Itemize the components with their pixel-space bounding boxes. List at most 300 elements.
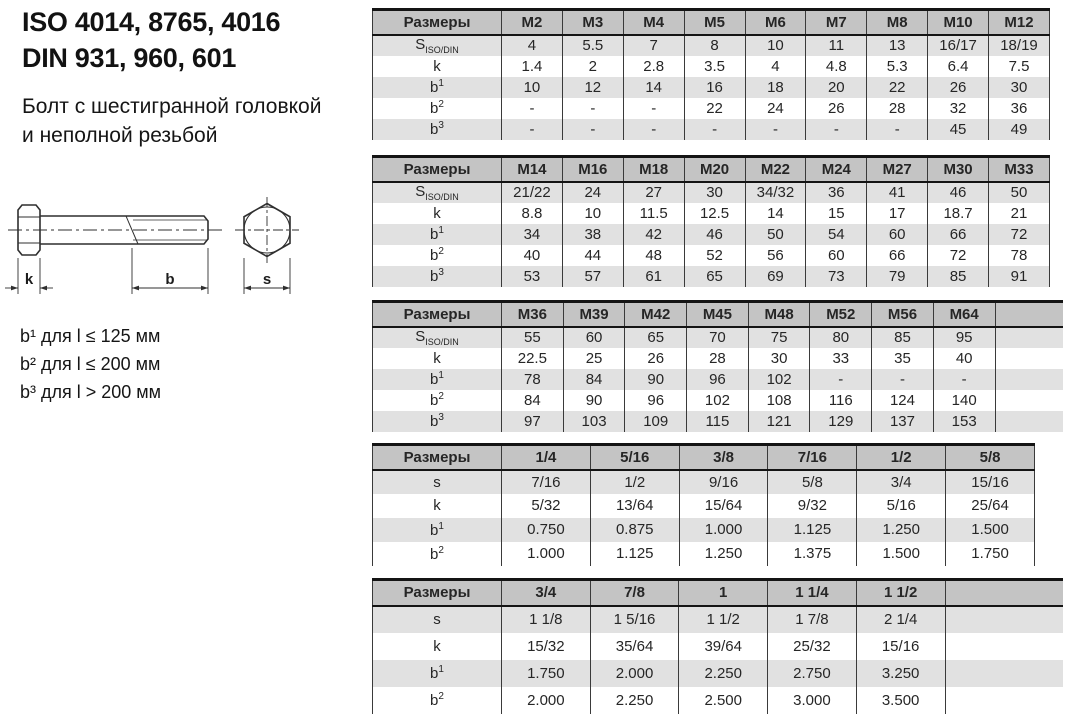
dimension-value: 2 bbox=[562, 56, 623, 77]
dimension-value: 34 bbox=[502, 224, 563, 245]
table-header-row bbox=[373, 302, 1064, 327]
dimension-value: 22 bbox=[867, 77, 928, 98]
dimension-value: 46 bbox=[684, 224, 745, 245]
dimension-value: 3.000 bbox=[768, 687, 857, 714]
table-row bbox=[373, 224, 1050, 245]
dimension-value: 84 bbox=[563, 369, 625, 390]
dimension-value: 90 bbox=[625, 369, 687, 390]
dimension-value: 3.5 bbox=[684, 56, 745, 77]
dimension-value: 2.000 bbox=[502, 687, 591, 714]
dimension-value: 60 bbox=[563, 327, 625, 348]
dimension-value: 121 bbox=[748, 411, 810, 432]
size-column-header: M10 bbox=[928, 10, 989, 35]
empty-cell bbox=[995, 369, 1063, 390]
dimension-value: 1.250 bbox=[857, 518, 946, 542]
dimension-value: 1 5/16 bbox=[590, 606, 679, 633]
table-row bbox=[373, 390, 1064, 411]
dimension-value: - bbox=[745, 119, 806, 140]
dimension-value: 10 bbox=[502, 77, 563, 98]
dimension-value: 4 bbox=[502, 35, 563, 56]
dimension-value: 2.000 bbox=[590, 660, 679, 687]
dimension-value: 69 bbox=[745, 266, 806, 287]
dimension-value: 14 bbox=[745, 203, 806, 224]
dim-label-k: k bbox=[24, 271, 34, 288]
size-column-header: M22 bbox=[745, 157, 806, 182]
dimension-value: 11.5 bbox=[623, 203, 684, 224]
dimension-value: 1.000 bbox=[679, 518, 768, 542]
table-row bbox=[373, 687, 1064, 714]
dimension-value: 3/4 bbox=[857, 470, 946, 494]
size-column-header: M7 bbox=[806, 10, 867, 35]
dimension-value: 57 bbox=[562, 266, 623, 287]
row-label: $b^2$ bbox=[373, 687, 502, 714]
row-label: $b^2$ bbox=[373, 390, 502, 411]
table-row bbox=[373, 606, 1064, 633]
empty-header-cell bbox=[945, 580, 1063, 606]
dimension-value: 18/19 bbox=[989, 35, 1050, 56]
dimension-value: 30 bbox=[748, 348, 810, 369]
dimension-value: 2 1/4 bbox=[856, 606, 945, 633]
dimension-value: 39/64 bbox=[679, 633, 768, 660]
dimension-value: 9/32 bbox=[768, 494, 857, 518]
dimension-value: 13/64 bbox=[590, 494, 679, 518]
dimension-value: - bbox=[872, 369, 934, 390]
size-column-header: M12 bbox=[989, 10, 1050, 35]
dimension-value: 22 bbox=[684, 98, 745, 119]
dimension-value: 102 bbox=[687, 390, 749, 411]
table-header-row bbox=[373, 10, 1050, 35]
dimension-value: 7.5 bbox=[989, 56, 1050, 77]
dimension-value: 109 bbox=[625, 411, 687, 432]
dimension-value: 26 bbox=[625, 348, 687, 369]
dimension-value: 72 bbox=[989, 224, 1050, 245]
size-column-header: 3/8 bbox=[679, 445, 768, 470]
dimension-value: 66 bbox=[928, 224, 989, 245]
row-label: $b^1$ bbox=[373, 660, 502, 687]
dimension-value: 0.750 bbox=[502, 518, 591, 542]
empty-cell bbox=[945, 633, 1063, 660]
size-column-header: M18 bbox=[623, 157, 684, 182]
table-corner-header: Размеры bbox=[373, 10, 502, 35]
dimension-value: 25/64 bbox=[946, 494, 1035, 518]
row-label: $b^1$ bbox=[373, 518, 502, 542]
dimension-value: 1.000 bbox=[502, 542, 591, 566]
dimension-value: 53 bbox=[502, 266, 563, 287]
dimension-value: 97 bbox=[502, 411, 564, 432]
size-column-header: M14 bbox=[502, 157, 563, 182]
dimension-value: 45 bbox=[928, 119, 989, 140]
size-column-header: 5/8 bbox=[946, 445, 1035, 470]
dimension-value: 50 bbox=[745, 224, 806, 245]
table-header-row bbox=[373, 157, 1050, 182]
dimension-value: 28 bbox=[687, 348, 749, 369]
dimension-value: 26 bbox=[928, 77, 989, 98]
dimension-value: - bbox=[502, 98, 563, 119]
row-label: $b^2$ bbox=[373, 542, 502, 566]
subtitle-line: и неполной резьбой bbox=[22, 124, 218, 147]
empty-header-cell bbox=[995, 302, 1063, 327]
empty-cell bbox=[995, 327, 1063, 348]
dimension-value: 137 bbox=[872, 411, 934, 432]
dimension-value: 22.5 bbox=[502, 348, 564, 369]
dimension-value: 11 bbox=[806, 35, 867, 56]
dimension-value: 2.8 bbox=[623, 56, 684, 77]
dimension-value: 44 bbox=[562, 245, 623, 266]
dimension-value: 66 bbox=[867, 245, 928, 266]
size-column-header: 1 1/4 bbox=[768, 580, 857, 606]
row-label: k bbox=[373, 633, 502, 660]
table-row bbox=[373, 348, 1064, 369]
table-row bbox=[373, 98, 1050, 119]
size-column-header: M20 bbox=[684, 157, 745, 182]
dimension-value: 41 bbox=[867, 182, 928, 203]
table-row bbox=[373, 182, 1050, 203]
dimension-value: 18 bbox=[745, 77, 806, 98]
dimension-value: 102 bbox=[748, 369, 810, 390]
dimension-value: 17 bbox=[867, 203, 928, 224]
subtitle-line: Болт с шестигранной головкой bbox=[22, 95, 322, 118]
size-column-header: 1/4 bbox=[502, 445, 591, 470]
size-column-header: 7/16 bbox=[768, 445, 857, 470]
dimension-value: 1.750 bbox=[946, 542, 1035, 566]
dimension-table bbox=[372, 300, 1063, 432]
dimension-value: 25/32 bbox=[768, 633, 857, 660]
dimension-value: 91 bbox=[989, 266, 1050, 287]
dimension-table bbox=[372, 578, 1063, 714]
size-column-header: M24 bbox=[806, 157, 867, 182]
dimension-value: 6.4 bbox=[928, 56, 989, 77]
dimension-value: 60 bbox=[867, 224, 928, 245]
dimension-value: 30 bbox=[989, 77, 1050, 98]
dimension-value: 2.750 bbox=[768, 660, 857, 687]
arrowhead-icon bbox=[201, 286, 208, 291]
dimension-value: 1.250 bbox=[679, 542, 768, 566]
dimension-value: 25 bbox=[563, 348, 625, 369]
dimension-value: 15 bbox=[806, 203, 867, 224]
dimension-value: 75 bbox=[748, 327, 810, 348]
dimension-value: 5.3 bbox=[867, 56, 928, 77]
dimension-value: 1.4 bbox=[502, 56, 563, 77]
dimension-value: 73 bbox=[806, 266, 867, 287]
table-inch-quarter-to-5-8 bbox=[372, 443, 1035, 566]
dimension-value: 27 bbox=[623, 182, 684, 203]
dimension-value: 85 bbox=[928, 266, 989, 287]
dimension-table bbox=[372, 8, 1050, 140]
size-column-header: M36 bbox=[502, 302, 564, 327]
dimension-value: 40 bbox=[933, 348, 995, 369]
dimension-s bbox=[244, 258, 290, 294]
row-label: $b^2$ bbox=[373, 245, 502, 266]
size-column-header: M8 bbox=[867, 10, 928, 35]
row-label: $b^1$ bbox=[373, 77, 502, 98]
dimension-value: 16/17 bbox=[928, 35, 989, 56]
size-column-header: 1 bbox=[679, 580, 768, 606]
size-column-header: M3 bbox=[562, 10, 623, 35]
dimension-value: 60 bbox=[806, 245, 867, 266]
dimension-value: 14 bbox=[623, 77, 684, 98]
dimension-value: - bbox=[562, 119, 623, 140]
dimension-value: 2.250 bbox=[590, 687, 679, 714]
dimension-value: 24 bbox=[562, 182, 623, 203]
bolt-end-view bbox=[235, 197, 299, 294]
size-column-header: 7/8 bbox=[590, 580, 679, 606]
dimension-value: 7/16 bbox=[502, 470, 591, 494]
dimension-value: 13 bbox=[867, 35, 928, 56]
dimension-value: 4 bbox=[745, 56, 806, 77]
dimension-value: 3.250 bbox=[856, 660, 945, 687]
dimension-value: 5/32 bbox=[502, 494, 591, 518]
row-label: $S_{ISO/DIN}$ bbox=[373, 182, 502, 203]
table-corner-header: Размеры bbox=[373, 580, 502, 606]
empty-cell bbox=[995, 348, 1063, 369]
dimension-value: 115 bbox=[687, 411, 749, 432]
dimension-value: 4.8 bbox=[806, 56, 867, 77]
row-label: k bbox=[373, 494, 502, 518]
dimension-value: 12 bbox=[562, 77, 623, 98]
row-label: k bbox=[373, 348, 502, 369]
dimension-value: 36 bbox=[806, 182, 867, 203]
dimension-value: 1.500 bbox=[946, 518, 1035, 542]
dimension-value: 78 bbox=[502, 369, 564, 390]
row-label: $b^3$ bbox=[373, 411, 502, 432]
dimension-value: 18.7 bbox=[928, 203, 989, 224]
dimension-value: 0.875 bbox=[590, 518, 679, 542]
dimension-value: 8 bbox=[684, 35, 745, 56]
dimension-value: 65 bbox=[625, 327, 687, 348]
table-metric-m36-m64 bbox=[372, 300, 1063, 432]
size-column-header: M2 bbox=[502, 10, 563, 35]
row-label: $S_{ISO/DIN}$ bbox=[373, 327, 502, 348]
size-column-header: M56 bbox=[872, 302, 934, 327]
arrowhead-icon bbox=[40, 286, 47, 291]
table-inch-3-4-to-1-1-2 bbox=[372, 578, 1063, 714]
dimension-value: 79 bbox=[867, 266, 928, 287]
size-column-header: 1 1/2 bbox=[856, 580, 945, 606]
dimension-value: 33 bbox=[810, 348, 872, 369]
row-label: k bbox=[373, 56, 502, 77]
dimension-value: 15/16 bbox=[946, 470, 1035, 494]
table-row bbox=[373, 119, 1050, 140]
dimension-value: 116 bbox=[810, 390, 872, 411]
dimension-value: 1.125 bbox=[768, 518, 857, 542]
dimension-b bbox=[132, 248, 208, 294]
dimension-value: 1.125 bbox=[590, 542, 679, 566]
size-column-header: M52 bbox=[810, 302, 872, 327]
dimension-value: 38 bbox=[562, 224, 623, 245]
arrowhead-icon bbox=[244, 286, 251, 291]
arrowhead-icon bbox=[283, 286, 290, 291]
dimension-value: 48 bbox=[623, 245, 684, 266]
dimension-value: 1 1/2 bbox=[679, 606, 768, 633]
dimension-value: 85 bbox=[872, 327, 934, 348]
dimension-value: 56 bbox=[745, 245, 806, 266]
dimension-value: 72 bbox=[928, 245, 989, 266]
dimension-value: 52 bbox=[684, 245, 745, 266]
dimension-value: 1.750 bbox=[502, 660, 591, 687]
dimension-value: 40 bbox=[502, 245, 563, 266]
row-label: $S_{ISO/DIN}$ bbox=[373, 35, 502, 56]
size-column-header: M39 bbox=[563, 302, 625, 327]
table-row bbox=[373, 245, 1050, 266]
empty-cell bbox=[945, 660, 1063, 687]
note-line: b³ для l > 200 мм bbox=[20, 382, 162, 402]
page-title bbox=[22, 4, 280, 76]
table-row bbox=[373, 542, 1035, 566]
arrowhead-icon bbox=[132, 286, 139, 291]
dimension-value: 124 bbox=[872, 390, 934, 411]
table-row bbox=[373, 327, 1064, 348]
title-din-line: DIN 931, 960, 601 bbox=[22, 43, 237, 73]
size-column-header: M48 bbox=[748, 302, 810, 327]
dimension-value: 2.250 bbox=[679, 660, 768, 687]
table-metric-m2-m12 bbox=[372, 8, 1050, 140]
table-metric-m14-m33 bbox=[372, 155, 1050, 287]
subtitle bbox=[22, 92, 321, 150]
dimension-value: 10 bbox=[745, 35, 806, 56]
table-corner-header: Размеры bbox=[373, 302, 502, 327]
dimension-value: 15/64 bbox=[679, 494, 768, 518]
dimension-value: - bbox=[810, 369, 872, 390]
table-row bbox=[373, 266, 1050, 287]
size-column-header: M33 bbox=[989, 157, 1050, 182]
table-row bbox=[373, 494, 1035, 518]
row-label: $b^2$ bbox=[373, 98, 502, 119]
dimension-value: - bbox=[562, 98, 623, 119]
row-label: $b^3$ bbox=[373, 119, 502, 140]
dimension-value: 80 bbox=[810, 327, 872, 348]
dimension-value: 20 bbox=[806, 77, 867, 98]
table-header-row bbox=[373, 580, 1064, 606]
dimension-value: 61 bbox=[623, 266, 684, 287]
dimension-table bbox=[372, 155, 1050, 287]
size-column-header: M30 bbox=[928, 157, 989, 182]
dimension-value: 5/8 bbox=[768, 470, 857, 494]
dimension-value: 65 bbox=[684, 266, 745, 287]
dimension-value: 16 bbox=[684, 77, 745, 98]
dimension-value: 7 bbox=[623, 35, 684, 56]
dimension-value: 15/32 bbox=[502, 633, 591, 660]
dimension-value: 3.500 bbox=[856, 687, 945, 714]
size-column-header: M4 bbox=[623, 10, 684, 35]
dimension-value: 1.375 bbox=[768, 542, 857, 566]
dimension-value: 95 bbox=[933, 327, 995, 348]
row-label: $b^1$ bbox=[373, 369, 502, 390]
row-label: k bbox=[373, 203, 502, 224]
table-row bbox=[373, 518, 1035, 542]
dimension-value: 26 bbox=[806, 98, 867, 119]
dimension-value: 1 1/8 bbox=[502, 606, 591, 633]
bolt-drawing-svg bbox=[2, 190, 332, 302]
dimension-value: 108 bbox=[748, 390, 810, 411]
size-column-header: M5 bbox=[684, 10, 745, 35]
size-column-header: M6 bbox=[745, 10, 806, 35]
table-header-row bbox=[373, 445, 1035, 470]
dimension-value: 103 bbox=[563, 411, 625, 432]
dimension-value: 9/16 bbox=[679, 470, 768, 494]
table-row bbox=[373, 369, 1064, 390]
dimension-value: 1 7/8 bbox=[768, 606, 857, 633]
table-corner-header: Размеры bbox=[373, 157, 502, 182]
note-line: b¹ для l ≤ 125 мм bbox=[20, 326, 161, 346]
size-column-header: M42 bbox=[625, 302, 687, 327]
dimension-value: 46 bbox=[928, 182, 989, 203]
dimension-value: 36 bbox=[989, 98, 1050, 119]
dimension-value: 1.500 bbox=[857, 542, 946, 566]
dimension-value: 28 bbox=[867, 98, 928, 119]
dimension-value: 1/2 bbox=[590, 470, 679, 494]
dimension-value: 15/16 bbox=[856, 633, 945, 660]
row-label: $b^1$ bbox=[373, 224, 502, 245]
title-iso-line: ISO 4014, 8765, 4016 bbox=[22, 7, 281, 37]
dimension-value: 5/16 bbox=[857, 494, 946, 518]
dimension-value: 78 bbox=[989, 245, 1050, 266]
empty-cell bbox=[995, 411, 1063, 432]
empty-cell bbox=[945, 687, 1063, 714]
dimension-value: 153 bbox=[933, 411, 995, 432]
dimension-value: - bbox=[684, 119, 745, 140]
thread-length-notes bbox=[20, 322, 161, 406]
size-column-header: 5/16 bbox=[590, 445, 679, 470]
table-row bbox=[373, 470, 1035, 494]
table-row bbox=[373, 660, 1064, 687]
dimension-value: 5.5 bbox=[562, 35, 623, 56]
size-column-header: M45 bbox=[687, 302, 749, 327]
dimension-value: 32 bbox=[928, 98, 989, 119]
dim-label-s: s bbox=[262, 271, 272, 288]
dimension-value: - bbox=[623, 119, 684, 140]
row-label: s bbox=[373, 470, 502, 494]
dimension-value: 140 bbox=[933, 390, 995, 411]
empty-cell bbox=[945, 606, 1063, 633]
dimension-value: - bbox=[806, 119, 867, 140]
size-column-header: 1/2 bbox=[857, 445, 946, 470]
dimension-value: 90 bbox=[563, 390, 625, 411]
dimension-value: 35 bbox=[872, 348, 934, 369]
dimension-value: 50 bbox=[989, 182, 1050, 203]
dimension-value: 2.500 bbox=[679, 687, 768, 714]
empty-cell bbox=[995, 390, 1063, 411]
dimension-value: 49 bbox=[989, 119, 1050, 140]
table-row bbox=[373, 203, 1050, 224]
dimension-value: 21/22 bbox=[502, 182, 563, 203]
dimension-value: 8.8 bbox=[502, 203, 563, 224]
dimension-value: 54 bbox=[806, 224, 867, 245]
dim-label-b: b bbox=[165, 271, 175, 288]
dimension-k bbox=[5, 258, 53, 294]
dimension-value: 42 bbox=[623, 224, 684, 245]
dimension-value: - bbox=[502, 119, 563, 140]
table-row bbox=[373, 56, 1050, 77]
size-column-header: M16 bbox=[562, 157, 623, 182]
size-column-header: 3/4 bbox=[502, 580, 591, 606]
bolt-drawing bbox=[2, 190, 332, 302]
row-label: s bbox=[373, 606, 502, 633]
table-row bbox=[373, 35, 1050, 56]
dimension-value: - bbox=[867, 119, 928, 140]
size-column-header: M27 bbox=[867, 157, 928, 182]
dimension-value: 55 bbox=[502, 327, 564, 348]
dimension-value: 35/64 bbox=[590, 633, 679, 660]
dimension-value: 84 bbox=[502, 390, 564, 411]
dimension-value: 96 bbox=[625, 390, 687, 411]
dimension-value: 10 bbox=[562, 203, 623, 224]
dimension-value: 96 bbox=[687, 369, 749, 390]
size-column-header: M64 bbox=[933, 302, 995, 327]
dimension-value: - bbox=[933, 369, 995, 390]
dimension-value: 70 bbox=[687, 327, 749, 348]
dimension-table bbox=[372, 443, 1035, 566]
table-row bbox=[373, 633, 1064, 660]
